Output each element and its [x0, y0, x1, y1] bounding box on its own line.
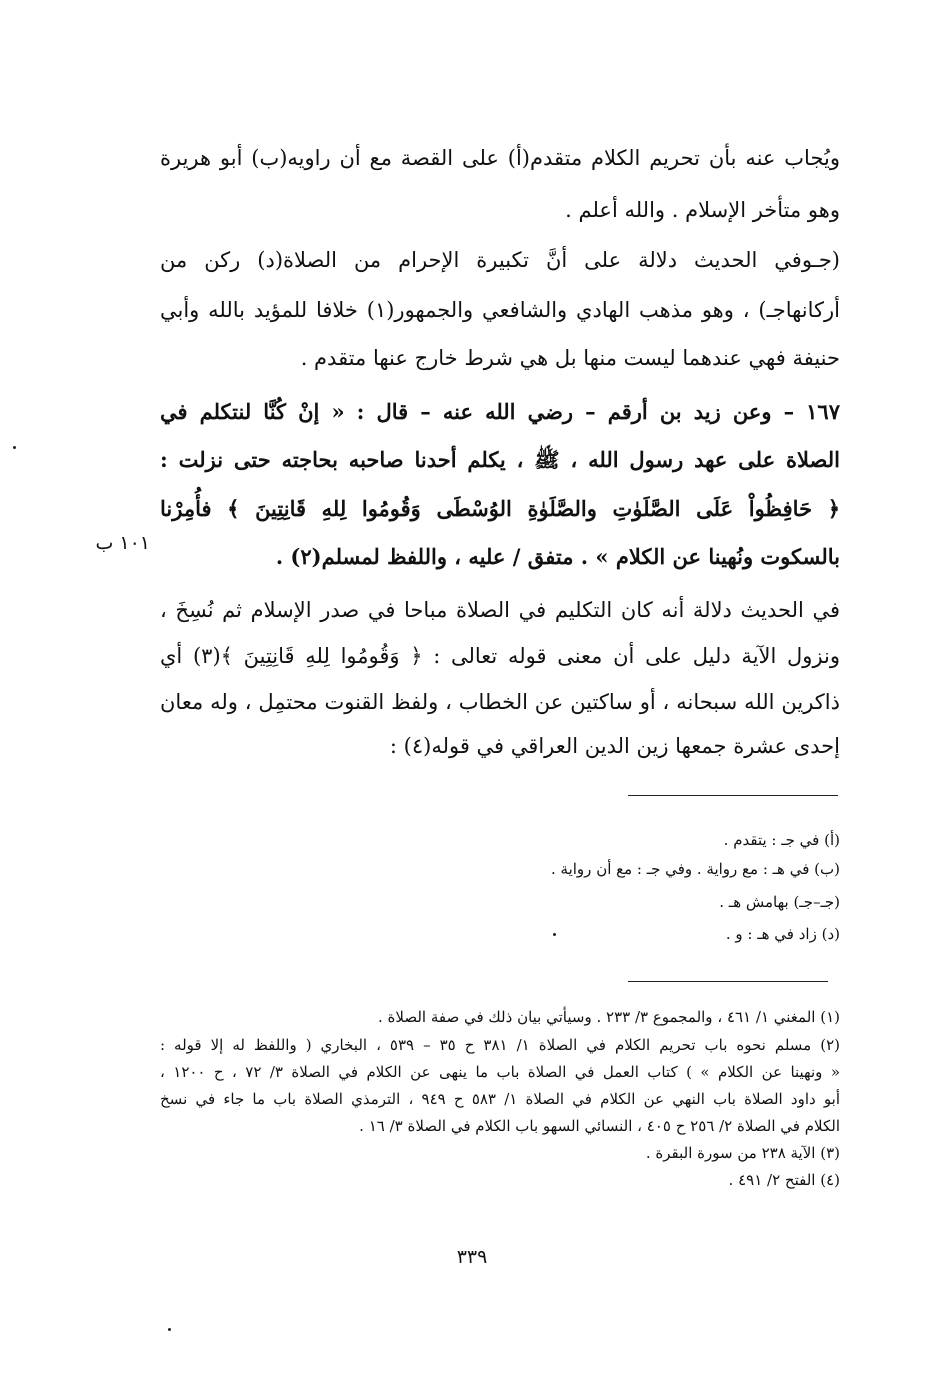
- hadith-line-2: الصلاة على عهد رسول الله ، ﷺ ، يكلم أحدنا صاحبه بحاجته حتى نزلت :: [160, 447, 840, 472]
- variant-note-1: (أ) في جـ : يتقدم .: [723, 831, 840, 849]
- footnote-4: (٤) الفتح ٢/ ٤٩١ .: [728, 1171, 840, 1189]
- body-line-11: ونزول الآية دليل على أن معنى قوله تعالى : ﴿ وَقُومُوا لِلهِ قَانِتِينَ ﴾(٣) أي: [160, 644, 841, 668]
- footnote-1: (١) المغني ١/ ٤٦١ ، والمجموع ٣/ ٢٣٣ . وسيأتي بيان ذلك في صفة الصلاة .: [377, 1008, 840, 1026]
- variant-note-2: (ب) في هـ : مع رواية . وفي جـ : مع أن رواية .: [551, 860, 840, 878]
- footnote-2: (٢) مسلم نحوه باب تحريم الكلام في الصلاة ١/ ٣٨١ ح ٣٥ – ٥٣٩ ، البخاري ( واللفظ له إلا قوله :: [160, 1036, 840, 1054]
- hadith-line-3: ﴿ حَافِظُواْ عَلَى الصَّلَوٰتِ والصَّلَوٰةِ الوُسْطَى وَقُومُوا لِلهِ قَانِتِينَ ﴾ فأُمِرْنا: [160, 496, 840, 521]
- variant-notes-separator: [628, 795, 838, 796]
- body-line-5: حنيفة فهي عندهما ليست منها بل هي شرط خارج عنها متقدم .: [300, 346, 840, 370]
- footnote-2-cont-1: « ونهينا عن الكلام » ) كتاب العمل في الصلاة باب ما ينهى عن الكلام في الصلاة ٣/ ٧٢ ، ح ١٢٠٠ ،: [160, 1063, 840, 1081]
- page-number: ٣٣٩: [456, 1246, 488, 1268]
- hadith-line-1: ١٦٧ – وعن زيد بن أرقم – رضي الله عنه – قال : « إنْ كُنَّا لنتكلم في: [160, 399, 840, 424]
- footnote-3: (٣) الآية ٢٣٨ من سورة البقرة .: [645, 1144, 840, 1162]
- body-line-10: في الحديث دلالة أنه كان التكليم في الصلاة مباحا في صدر الإسلام ثم نُسِخَ ،: [160, 598, 840, 622]
- variant-note-3: (جـ–جـ) بهامش هـ .: [719, 893, 840, 911]
- body-line-3: (جـوفي الحديث دلالة على أنَّ تكبيرة الإحرام من الصلاة(د) ركن من: [160, 248, 840, 272]
- body-line-4: أركانهاجـ) ، وهو مذهب الهادي والشافعي والجمهور(١) خلافا للمؤيد بالله وأبي: [160, 298, 840, 322]
- margin-folio-note: ١٠١ ب: [95, 532, 150, 554]
- footnote-2-cont-2: أبو داود الصلاة باب النهي عن الكلام في الصلاة ١/ ٥٨٣ ح ٩٤٩ ، الترمذي الصلاة باب ما جاء في نسخ: [160, 1090, 841, 1108]
- body-line-2: وهو متأخر الإسلام . والله أعلم .: [565, 198, 840, 222]
- footnotes-separator: [628, 981, 828, 982]
- body-line-1: ويُجاب عنه بأن تحريم الكلام متقدم(أ) على القصة مع أن راويه(ب) أبو هريرة: [160, 146, 840, 170]
- body-line-12: ذاكرين الله سبحانه ، أو ساكتين عن الخطاب ، ولفظ القنوت محتمِل ، وله معان: [160, 690, 840, 714]
- scan-speck: [553, 933, 556, 936]
- scan-speck: [13, 446, 16, 449]
- variant-note-4: (د) زاد في هـ : و .: [725, 925, 840, 943]
- footnote-2-cont-3: الكلام في الصلاة ٢/ ٢٥٦ ح ٤٠٥ ، النسائي السهو باب الكلام في الصلاة ٣/ ١٦ .: [359, 1117, 840, 1135]
- hadith-line-4: بالسكوت ونُهينا عن الكلام » . متفق / عليه ، واللفظ لمسلم(٢) .: [275, 544, 840, 569]
- scan-speck: [168, 1328, 171, 1331]
- body-line-13: إحدى عشرة جمعها زين الدين العراقي في قوله(٤) :: [389, 734, 840, 758]
